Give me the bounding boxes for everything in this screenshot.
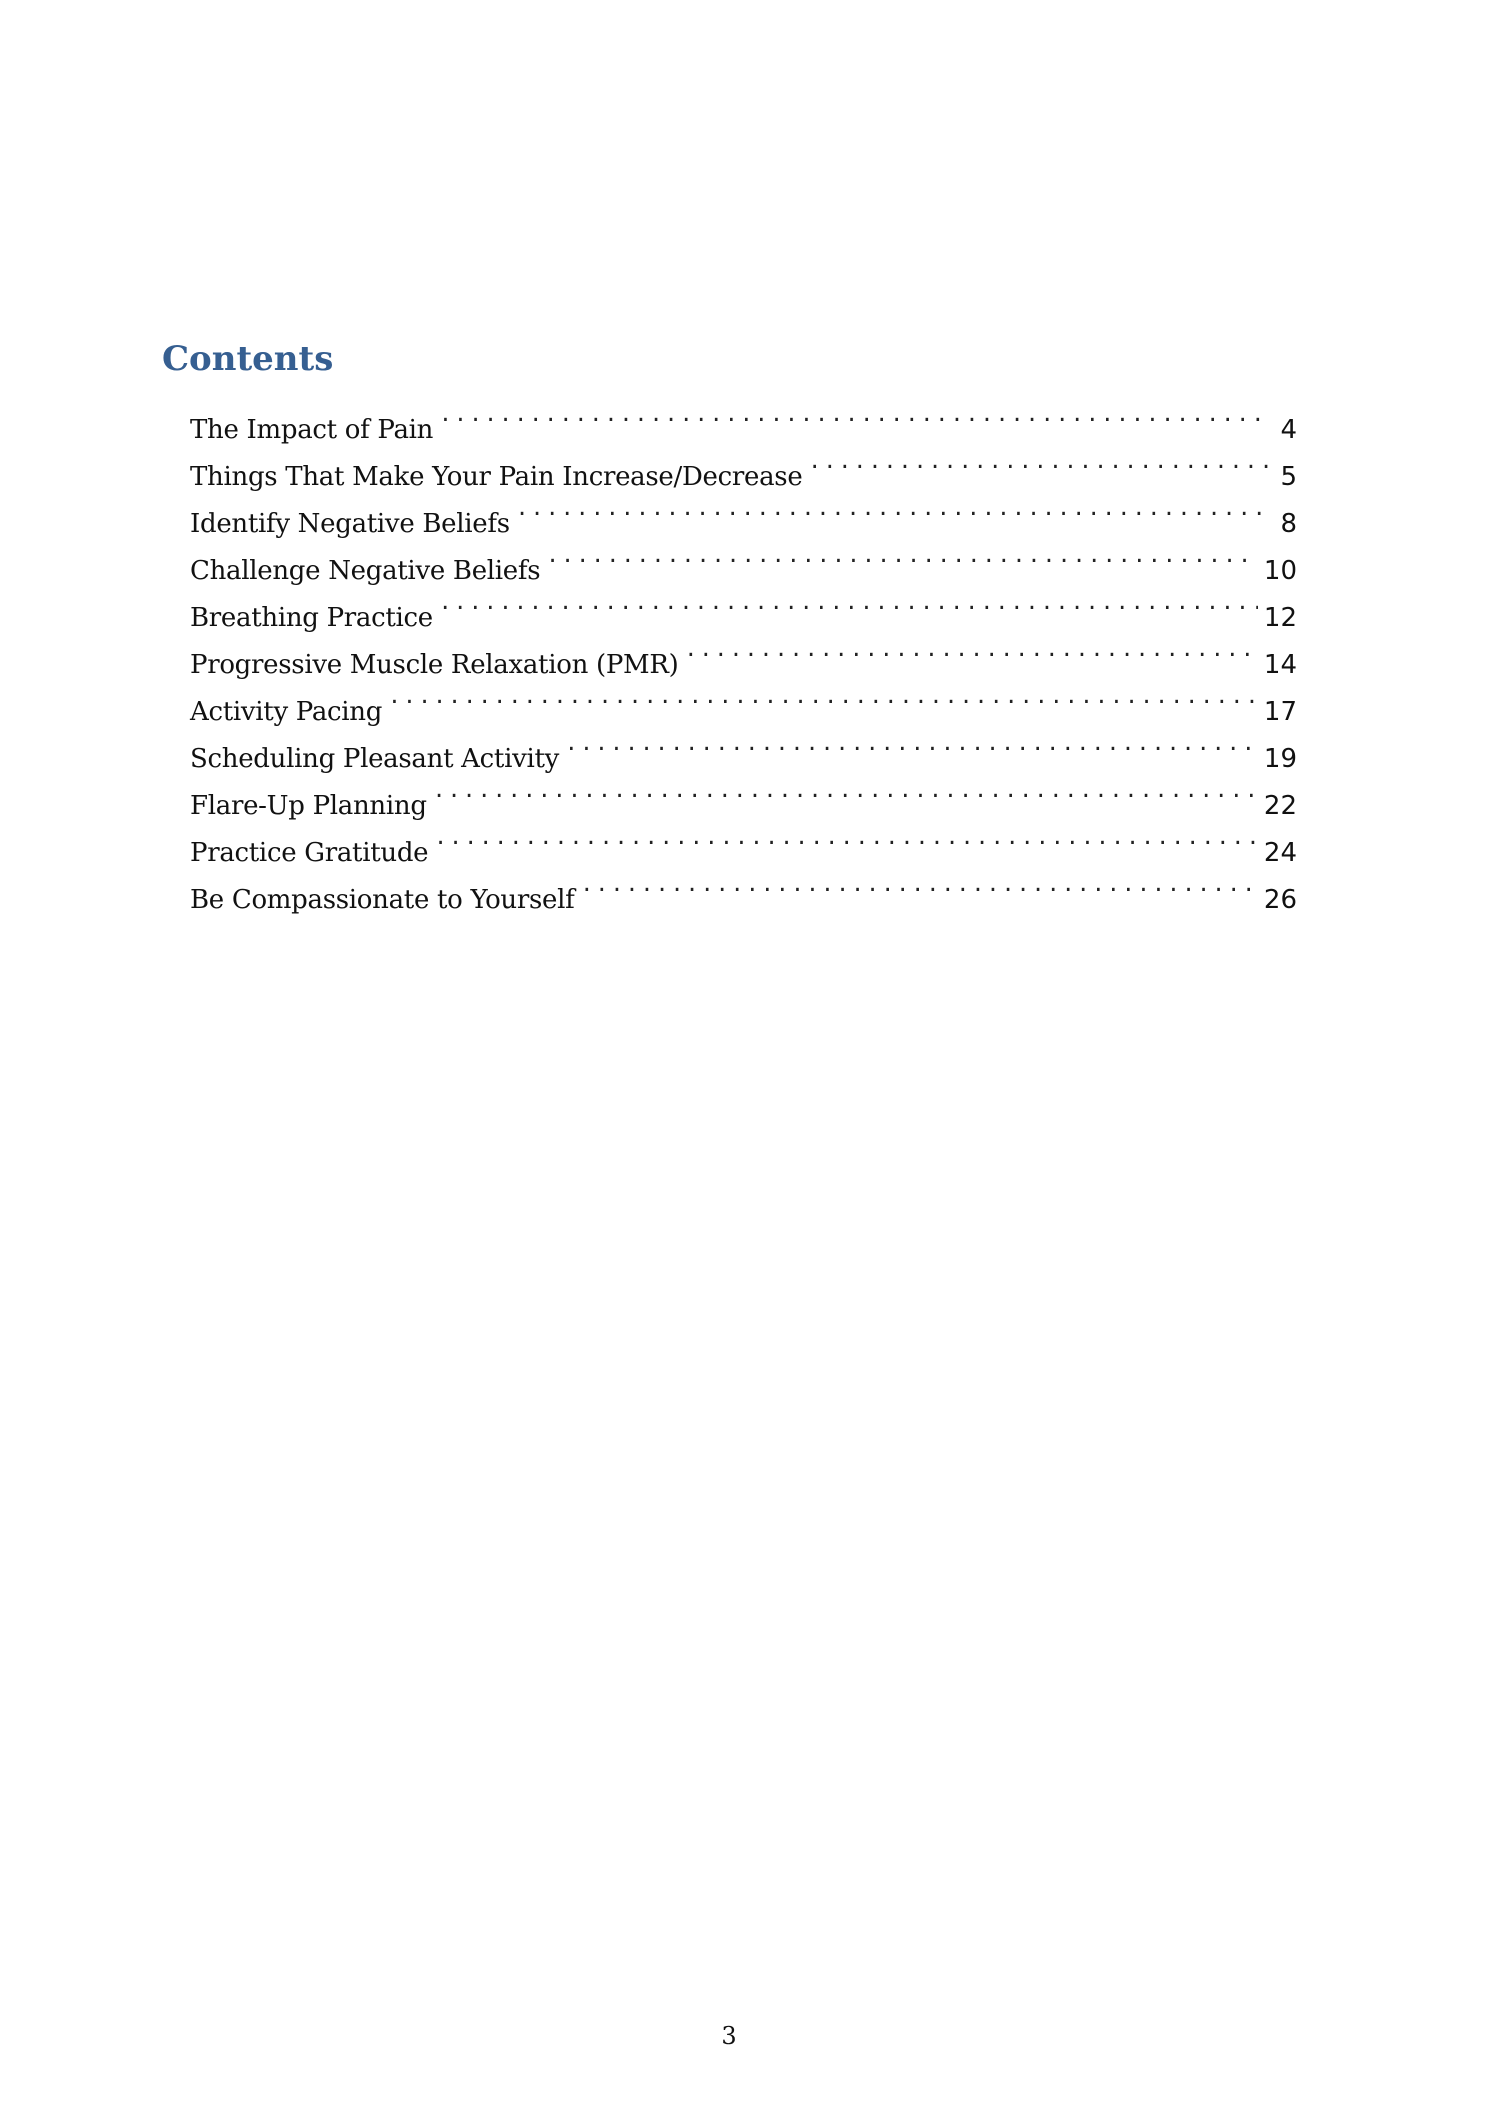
toc-entry-title[interactable]: Flare-Up Planning [190, 791, 427, 821]
dot-leader [565, 720, 1258, 767]
toc-entry-title[interactable]: Activity Pacing [190, 697, 383, 727]
toc-heading: Contents [162, 339, 334, 379]
toc-entry-title[interactable]: Practice Gratitude [190, 838, 429, 868]
dot-leader [516, 485, 1271, 532]
toc-entry-page[interactable]: 24 [1263, 838, 1297, 868]
dot-leader [388, 673, 1258, 720]
toc-entry-page[interactable]: 17 [1263, 697, 1297, 727]
toc-entry-title[interactable]: Breathing Practice [190, 603, 433, 633]
toc-entry-page[interactable]: 19 [1263, 744, 1297, 774]
toc-entry-title[interactable]: Be Compassionate to Yourself [190, 885, 575, 915]
toc-entry-page[interactable]: 26 [1263, 885, 1297, 915]
toc-entry-title[interactable]: Things That Make Your Pain Increase/Decrease [190, 462, 803, 492]
page-number: 3 [721, 2022, 737, 2050]
toc-entry-page[interactable]: 12 [1263, 603, 1297, 633]
dot-leader [433, 767, 1258, 814]
toc-entry[interactable] [190, 391, 1297, 445]
toc-entry-page[interactable]: 22 [1263, 791, 1297, 821]
dot-leader [439, 391, 1271, 438]
toc-list [162, 391, 1297, 915]
dot-leader [580, 861, 1257, 908]
dot-leader [439, 579, 1258, 626]
dot-leader [434, 814, 1258, 861]
dot-leader [546, 532, 1258, 579]
toc-entry-title[interactable]: Progressive Muscle Relaxation (PMR) [190, 650, 679, 680]
toc-entry-page[interactable]: 14 [1263, 650, 1297, 680]
toc-entry-page[interactable]: 4 [1280, 415, 1297, 445]
toc-entry-title[interactable]: Scheduling Pleasant Activity [190, 744, 560, 774]
toc-entry-page[interactable]: 10 [1263, 556, 1297, 586]
toc-entry-title[interactable]: The Impact of Pain [190, 415, 434, 445]
table-of-contents [162, 335, 1297, 915]
toc-entry-page[interactable]: 5 [1280, 462, 1297, 492]
toc-entry-page[interactable]: 8 [1280, 509, 1297, 539]
toc-entry-title[interactable]: Identify Negative Beliefs [190, 509, 510, 539]
dot-leader [684, 626, 1257, 673]
toc-entry-title[interactable]: Challenge Negative Beliefs [190, 556, 541, 586]
dot-leader [808, 438, 1271, 485]
